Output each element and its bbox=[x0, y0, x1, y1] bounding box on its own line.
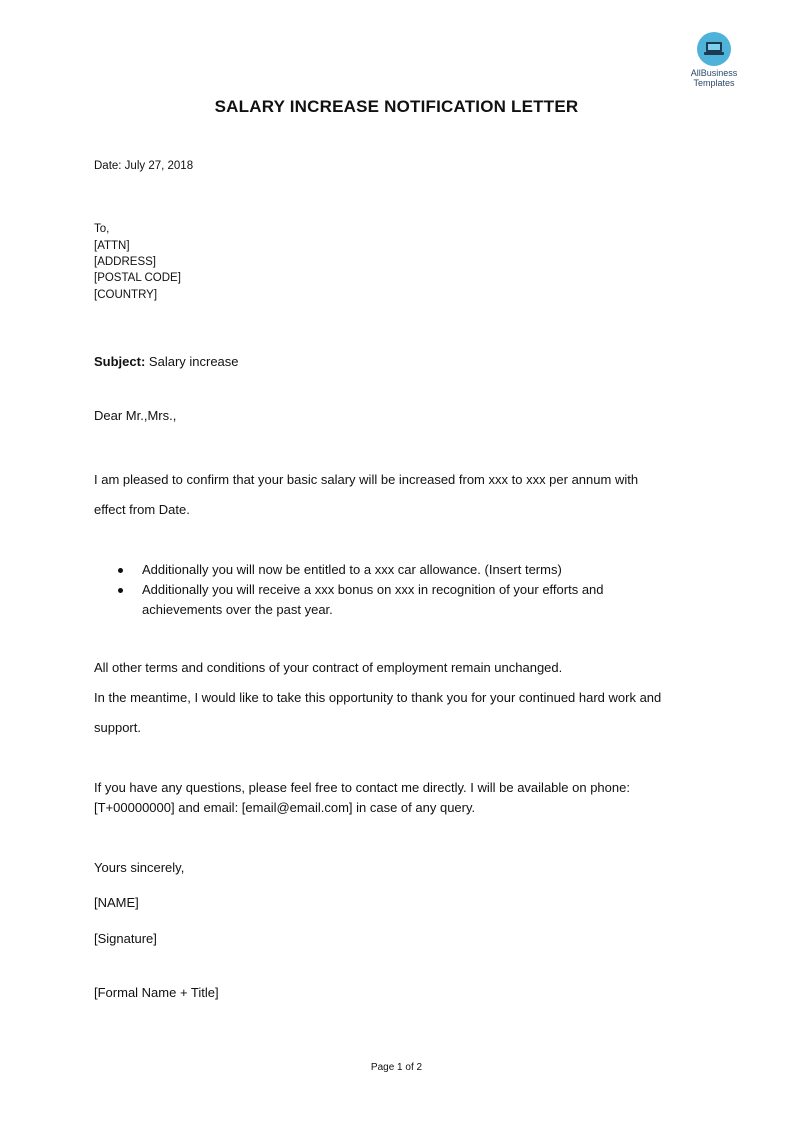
laptop-icon bbox=[697, 32, 731, 66]
greeting: Dear Mr.,Mrs., bbox=[94, 408, 177, 423]
paragraph4-line2: [T+00000000] and email: [email@email.com] in case of any query. bbox=[94, 800, 476, 815]
letter-title: SALARY INCREASE NOTIFICATION LETTER bbox=[214, 97, 579, 116]
subject-line bbox=[94, 354, 239, 369]
bullet-icon bbox=[118, 588, 123, 593]
recipient-postal-code: [POSTAL CODE] bbox=[94, 272, 181, 284]
brand-logo bbox=[682, 32, 746, 88]
list-item bbox=[94, 580, 654, 620]
sender-name: [NAME] bbox=[94, 895, 139, 910]
subject-label: Subject: bbox=[94, 354, 146, 369]
paragraph1-line1: I am pleased to confirm that your basic salary will be increased from xxx to xxx per annum with bbox=[94, 472, 639, 487]
bullet-list bbox=[94, 560, 654, 620]
list-item bbox=[94, 560, 654, 580]
recipient-address: [ADDRESS] bbox=[94, 256, 156, 268]
paragraph2: All other terms and conditions of your contract of employment remain unchanged. bbox=[94, 660, 563, 675]
recipient-attn: [ATTN] bbox=[94, 240, 130, 252]
logo-text-line1: AllBusiness bbox=[690, 68, 738, 78]
logo-text-line2: Templates bbox=[693, 78, 735, 88]
letter-date: Date: July 27, 2018 bbox=[94, 160, 194, 172]
recipient-to: To, bbox=[94, 223, 110, 235]
paragraph3-line2: support. bbox=[94, 720, 141, 735]
recipient-country: [COUNTRY] bbox=[94, 289, 158, 301]
signature: [Signature] bbox=[94, 931, 157, 946]
page-number: Page 1 of 2 bbox=[370, 1062, 423, 1073]
paragraph1-line2: effect from Date. bbox=[94, 502, 190, 517]
paragraph4-line1: If you have any questions, please feel free to contact me directly. I will be available on phone: bbox=[94, 780, 630, 795]
paragraph3-line1: In the meantime, I would like to take this opportunity to thank you for your continued hard work and bbox=[94, 690, 662, 705]
formal-name-title: [Formal Name + Title] bbox=[94, 985, 219, 1000]
subject-value: Salary increase bbox=[148, 354, 239, 369]
bullet-2-line2: achievements over the past year. bbox=[142, 602, 333, 617]
closing: Yours sincerely, bbox=[94, 860, 185, 875]
bullet-icon bbox=[118, 568, 123, 573]
bullet-2-line1: Additionally you will receive a xxx bonus on xxx in recognition of your efforts and bbox=[142, 582, 604, 597]
bullet-1-line1: Additionally you will now be entitled to a xxx car allowance. (Insert terms) bbox=[142, 562, 562, 577]
